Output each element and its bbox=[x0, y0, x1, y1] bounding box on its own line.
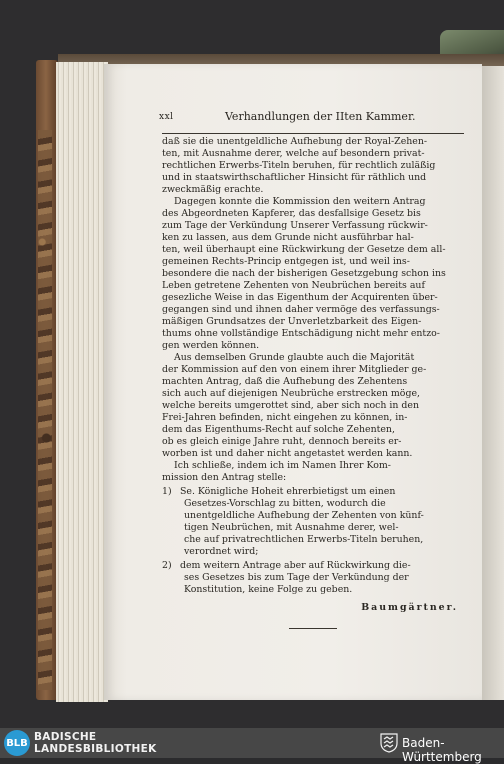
text-line: zum Tage der Verkündung Unserer Verfassung rückwir- bbox=[162, 220, 428, 231]
book-page bbox=[104, 64, 482, 700]
list-marker: 1) bbox=[162, 486, 172, 497]
text-line: mission den Antrag stelle: bbox=[162, 472, 287, 483]
state-name[interactable]: Baden-Württemberg bbox=[402, 736, 482, 764]
text-line: unentgeldliche Aufhebung der Zehenten von künf- bbox=[184, 510, 424, 521]
text-line: Se. Königliche Hoheit ehrerbietigst um einen bbox=[180, 486, 396, 497]
text-line: Ich schließe, indem ich im Namen Ihrer Kom- bbox=[174, 460, 391, 471]
text-line: ses Gesetzes bis zum Tage der Verkündung der bbox=[184, 572, 409, 583]
end-rule bbox=[289, 628, 337, 629]
viewer-footer bbox=[0, 728, 504, 764]
text-line: machten Antrag, daß die Aufhebung des Zehentens bbox=[162, 376, 408, 387]
text-line: zweckmäßig erachte. bbox=[162, 184, 264, 195]
text-line: dem das Eigenthums-Recht auf solche Zehenten, bbox=[162, 424, 395, 435]
text-line: ten, mit Ausnahme derer, welche auf besondern privat- bbox=[162, 148, 425, 159]
page-header bbox=[159, 110, 462, 128]
library-name-line-2: LANDESBIBLIOTHEK bbox=[34, 743, 157, 755]
marbled-cover-pattern bbox=[38, 130, 52, 690]
running-head: Verhandlungen der IIten Kammer. bbox=[225, 110, 416, 123]
body-text bbox=[162, 136, 464, 629]
library-name-line-1: BADISCHE bbox=[34, 731, 97, 743]
text-line: tigen Neubrüchen, mit Ausnahme derer, wel- bbox=[184, 522, 399, 533]
baden-wuerttemberg-coat-of-arms-icon bbox=[380, 733, 398, 753]
text-line: che auf privatrechtlichen Erwerbs-Titeln beruhen, bbox=[184, 534, 424, 545]
text-line: Konstitution, keine Folge zu geben. bbox=[184, 584, 353, 595]
paragraph-1 bbox=[162, 136, 464, 196]
text-line: und in staatswirthschaftlicher Hinsicht für räthlich und bbox=[162, 172, 427, 183]
text-line: worben ist und daher nicht angetastet werden kann. bbox=[162, 448, 413, 459]
text-line: ken zu lassen, aus dem Grunde nicht ausführbar hal- bbox=[162, 232, 414, 243]
text-line: sich auch auf diejenigen Neubrüche erstrecken möge, bbox=[162, 388, 420, 399]
text-line: gen werden können. bbox=[162, 340, 260, 351]
blb-logo-icon[interactable]: BLB bbox=[4, 730, 30, 756]
text-line: besondere die nach der bisherigen Gesetzgebung schon ins bbox=[162, 268, 446, 279]
facing-page-edge bbox=[482, 66, 504, 700]
page-text-block bbox=[159, 110, 462, 613]
page-stack-edges bbox=[56, 62, 108, 702]
text-line: Frei-Jahren befinden, nicht eingehen zu können, in- bbox=[162, 412, 408, 423]
motion-list bbox=[162, 486, 464, 596]
text-line: des Abgeordneten Kapferer, das desfallsige Gesetz bis bbox=[162, 208, 421, 219]
paragraph-4 bbox=[162, 460, 464, 484]
text-line: ob es gleich einige Jahre ruht, dennoch bereits er- bbox=[162, 436, 402, 447]
text-line: mäßigen Grundsatzes der Unverletzbarkeit des Eigen- bbox=[162, 316, 422, 327]
paragraph-2 bbox=[162, 196, 464, 352]
book-spine-cover bbox=[36, 60, 58, 700]
text-line: gesezliche Weise in das Eigenthum der Acquirenten über- bbox=[162, 292, 438, 303]
text-line: rechtlichen Erwerbs-Titeln beruhen, für rechtlich zuläßig bbox=[162, 160, 436, 171]
text-line: Gesetzes-Vorschlag zu bitten, wodurch die bbox=[184, 498, 386, 509]
list-marker: 2) bbox=[162, 560, 172, 571]
text-line: Aus demselben Grunde glaubte auch die Majorität bbox=[174, 352, 415, 363]
text-line: gemeinen Rechts-Princip entgegen ist, und weil ins- bbox=[162, 256, 410, 267]
text-line: daß sie die unentgeldliche Aufhebung der Royal-Zehen- bbox=[162, 136, 428, 147]
text-line: verordnet wird; bbox=[184, 546, 259, 557]
text-line: gegangen sind und ihnen daher vermöge des verfassungs- bbox=[162, 304, 440, 315]
paragraph-3 bbox=[162, 352, 464, 460]
text-line: der Kommission auf den von einem ihrer Mitglieder ge- bbox=[162, 364, 427, 375]
text-line: welche bereits umgerottet sind, aber sich noch in den bbox=[162, 400, 419, 411]
text-line: thums ohne vollständige Entschädigung nicht mehr entzo- bbox=[162, 328, 440, 339]
text-line: dem weitern Antrage aber auf Rückwirkung die- bbox=[180, 560, 411, 571]
signature: Baumgärtner. bbox=[361, 602, 458, 613]
header-rule bbox=[162, 133, 464, 134]
text-line: Dagegen konnte die Kommission den weitern Antrag bbox=[174, 196, 426, 207]
text-line: ten, weil überhaupt eine Rückwirkung der Gesetze dem all- bbox=[162, 244, 446, 255]
list-item bbox=[162, 486, 464, 558]
list-item bbox=[162, 560, 464, 596]
library-name bbox=[34, 731, 157, 755]
text-line: Leben getretene Zehenten von Neubrüchen bereits auf bbox=[162, 280, 425, 291]
page-number: xxl bbox=[159, 112, 174, 122]
